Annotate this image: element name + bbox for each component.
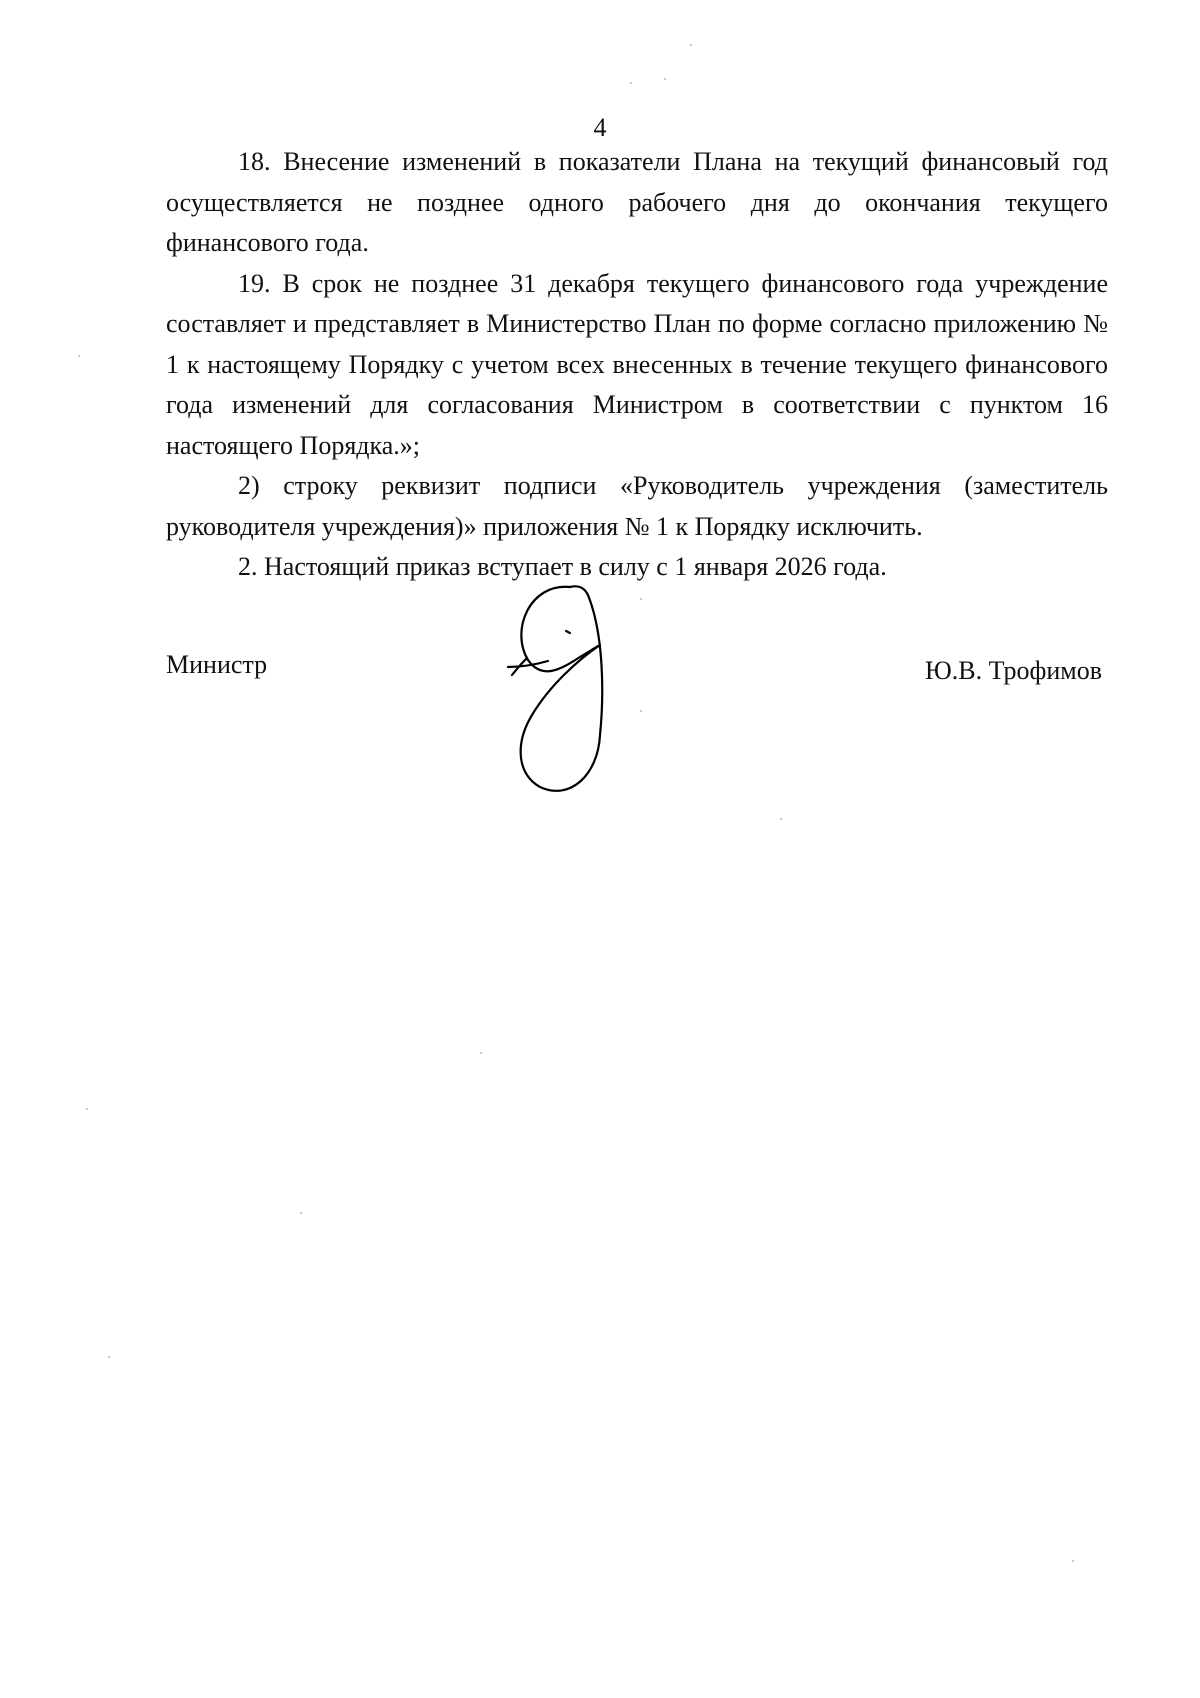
scan-speck: [780, 818, 782, 820]
scan-speck: [640, 598, 642, 600]
scan-speck: [480, 1052, 482, 1054]
scan-speck: [300, 1212, 302, 1214]
paragraph-effective-date: 2. Настоящий приказ вступает в силу с 1 января 2026 года.: [238, 552, 887, 581]
page-number: 4: [593, 113, 607, 142]
scan-speck: [640, 710, 642, 712]
paragraph-item-2: 2) строку реквизит подписи «Руководитель учреждения (заместитель руководителя учреждения)» приложения № 1 к Порядку исключить.: [166, 471, 1108, 541]
paragraph-19: 19. В срок не позднее 31 декабря текущего финансового года учреждение составляет и представляет в Министерство План по форме согласно приложению № 1 к настоящему Порядку с учетом всех внесенных в течение текущего финансового года изменений для согласования Министром в соответствии с пунктом 16 настоящего Порядка.»;: [166, 268, 1108, 460]
paragraph-18: 18. Внесение изменений в показатели Плана на текущий финансовый год осуществляется не позднее одного рабочего дня до окончания текущего финансового года.: [166, 147, 1108, 257]
signatory-position: Министр: [166, 650, 268, 679]
handwritten-signature: [500, 575, 650, 805]
scan-speck: [690, 44, 692, 46]
signatory-name: Ю.В. Трофимов: [925, 656, 1102, 685]
document-body: [166, 142, 1108, 588]
scan-speck: [1072, 1560, 1074, 1562]
scan-speck: [86, 1108, 88, 1110]
scan-speck: [664, 78, 666, 80]
scan-speck: [78, 355, 80, 357]
scan-speck: [108, 1356, 110, 1358]
scan-speck: [630, 82, 632, 84]
